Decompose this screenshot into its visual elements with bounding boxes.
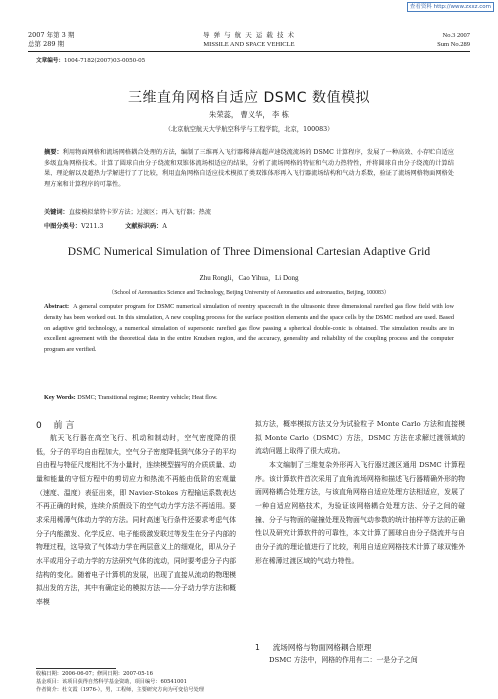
section-0-heading (36, 418, 74, 431)
download-stamp: 查看资料 http://www.zxxz.com (407, 2, 494, 12)
journal-name-cn: 导 弹 与 航 天 运 载 技 术 (202, 31, 296, 39)
right-paragraph-2: 本文编制了三维复杂外形再入飞行器过渡区通用 DSMC 计算程序。该计算软件首次采用了直角流场网格和描述飞行器精确外形的物面网格耦合处理方法，与该直角网格自适应处理方法相适应，发展了一种自适应网格技术，为验证该网格耦合处理方法、分子之间的碰撞、分子与物面的碰撞处理及物面气动参数的统计抽样等方法的正确性以及研究计算软件的可靠性，本文计算了圆球自由分子绕流并与自由分子流的理论值进行了比较，利用自适应网格技术计算了球双锥外形在稀薄过渡区域的气动力特性。 (255, 460, 465, 565)
affiliation-en: （School of Aeronautics Science and Technology, Beijing University of Aeronautics and astronautics, Beijing, 100083） (108, 290, 390, 296)
section-1-heading (255, 642, 371, 653)
right-last-line: DSMC 方法中，网格的作用有二：一是分子之间 (269, 656, 418, 664)
abstract-cn-text: 利用物面网格和流场网格耦合处理的方法，编制了三维再入飞行器稀薄高超声速绕流流场的 DSMC 计算程序，发展了一种高效、小存贮自适应多级直角网格技术。计算了圆球自由分子绕流和双锥体流场相适应的结果，分析了流场网格的特征和气动力热特性，并将圆球自由分子绕流的计算结果、理论解以及超热力学解进行了了比较，利用直角网格自适应技术模拟了类双锥体形再入飞行器流场结构和气动力系数，验证了流场网格物面网格处理方案和计算程序的可靠性。 (44, 149, 455, 189)
footnotes (36, 670, 236, 695)
keywords-en-label: Key Words: (44, 394, 76, 401)
article-number-value: 1004-7182(2007)03-0050-05 (63, 58, 146, 64)
right-paragraph-1: 拟方法，概率模拟方法又分为试验粒子 Monte Carlo 方法和直接模拟 Monte Carlo（DSMC）方法，DSMC 方法在求解过渡领域的流动问题上取得了很大成功。 (255, 420, 465, 456)
authors-en: Zhu Rongli，Cao Yihua，Li Dong (199, 274, 299, 282)
footnote-funding: 基金项目：该项目获得自然科学基金资助，项目编号：60541001 (36, 679, 187, 686)
article-number-label: 文章编号： (36, 58, 64, 64)
issue-number (437, 31, 470, 49)
abstract-en-text: A general computer program for DSMC numerical simulation of reentry spacecraft in the ultrasonic three dimensional rarefied gas flow field with low density has been worked out. In this simulation, A new coupling process for the surface position elements and the space cells by the DSMC method are used. Based on adaptive grid technology, a numerical simulation of supersonic rarefied gas flow passing a spherical double-conic is obtained. The simulation results are in excellent agreement with the theoretical data in the entire Knudsen region, and the accuracy, generality and reliability of the coupling process and the computer program are verified. (44, 303, 454, 354)
doc-code-label: 文献标识码： (125, 223, 163, 230)
title-en: DSMC Numerical Simulation of Three Dimensional Cartesian Adaptive Grid (67, 246, 431, 258)
keywords-en-text: DSMC; Transitional regime; Reentry vehicle; Heat flow. (77, 394, 218, 401)
section-1-title: 流场网格与物面网格耦合原理 (272, 643, 372, 652)
issue-info (28, 31, 74, 49)
abstract-en-label: Abstract: (44, 303, 70, 310)
section-1-number: 1 (255, 643, 260, 652)
journal-name-en: MISSILE AND SPACE VEHICLE (203, 41, 295, 48)
footnote-received: 收稿日期：2006-06-07；修回日期：2007-05-16 (36, 671, 153, 677)
footnote-author: 作者简介：杜文霞（1976-），男，工程师，主要研究方向为可变信号处理 (36, 687, 204, 694)
sum-number-line: Sum No.289 (437, 41, 470, 48)
doc-code-value: A (162, 223, 167, 230)
total-issue-line: 总第 289 期 (28, 40, 65, 48)
keywords-cn (44, 208, 454, 219)
footnote-rule (36, 668, 116, 669)
title-cn: 三维直角网格自适应 DSMC 数值模拟 (128, 90, 370, 106)
abstract-en (44, 302, 454, 356)
issue-number-line: No.3 2007 (442, 32, 470, 39)
issue-line: 2007 年第 3 期 (28, 31, 75, 39)
article-number (36, 57, 145, 65)
keywords-cn-label: 关键词： (44, 209, 69, 216)
header-rule (28, 51, 470, 52)
keywords-cn-text: 直接模拟蒙特卡罗方法；过渡区；再入飞行器；热流 (68, 209, 212, 216)
abstract-cn-label: 摘要： (44, 149, 63, 156)
clc-value: V211.3 (81, 223, 104, 230)
section-0-number: 0 (36, 421, 42, 431)
section-0-title: 前 言 (53, 421, 75, 431)
keywords-en (44, 393, 454, 404)
abstract-cn (44, 148, 454, 191)
affiliation-cn: （北京航空航天大学航空科学与工程学院，北京，100083） (164, 126, 334, 133)
left-column-body: 航天飞行器在高空飞行、机动和制动时，空气密度降的很低，分子的平均自由程加大，空气分子密度降低到气体分子的平均自由程与特征尺度相比不为小量时，连续模型描写的介质质量、动量和能量的守恒方程中的剪切应力和热流不再能由低阶的宏观量（速度、温度）表征出来，即 Navier-Stokes 方程输运系数表达不再正确的时候，连续介质假设下的空气动力学方法不再适用。要求采用稀薄气体动力学的方法。同时高速飞行条件还要求考虑气体分子内能激发、化学反应、电子能级激发联过等发生在分子内部的物理过程，这导致了气体动力学在两层意义上的细观化，即从分子水平或用分子动力学的方法研究气体的流动，同时要考虑分子内部结构的变化。随着电子计算机的发展，出现了直接从流动的物理模拟出发的方法，其中有确定论的模拟方法——分子动力学方法和概率模 (36, 434, 236, 606)
authors-cn: 朱荣蕊， 曹义华， 李 栋 (209, 110, 289, 119)
clc-label: 中图分类号： (44, 223, 82, 230)
classification (44, 222, 454, 233)
right-column-body (255, 418, 465, 568)
journal-name (130, 31, 368, 49)
